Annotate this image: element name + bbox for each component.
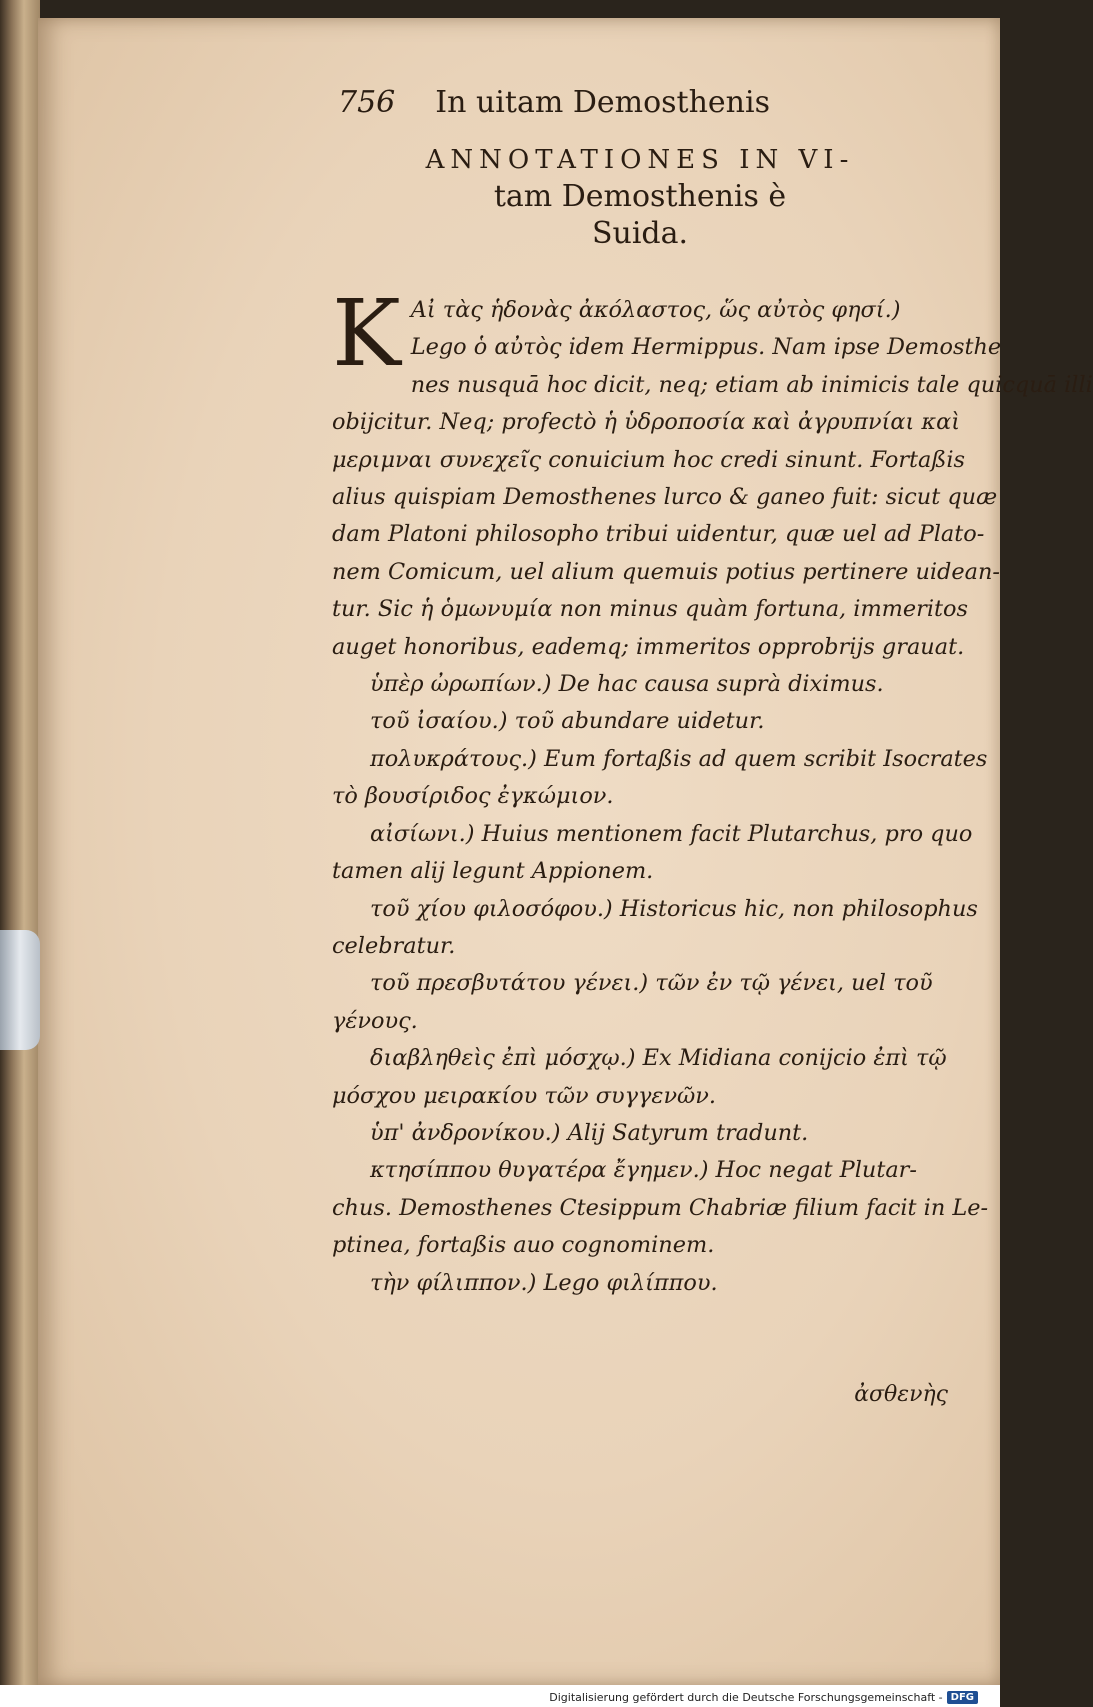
text-line: πολυκράτους.) Eum fortaßis ad quem scribit Isocrates bbox=[370, 745, 988, 772]
paragraph-11 bbox=[332, 1265, 960, 1302]
text-line: διαβληθεὶς ἐπὶ μόσχῳ.) Ex Midiana conijcio ἐπὶ τῷ bbox=[370, 1045, 947, 1072]
text-line: γένους. bbox=[332, 1007, 418, 1034]
page-header bbox=[338, 85, 958, 120]
text-line: τὴν φίλιππον.) Lego φιλίππου. bbox=[370, 1269, 718, 1296]
text-line: ὑπὲρ ὠρωπίων.) De hac causa suprà diximus. bbox=[370, 671, 884, 698]
text-line: chus. Demosthenes Ctesippum Chabriæ filium facit in Le- bbox=[332, 1194, 989, 1221]
drop-cap-initial: K bbox=[332, 280, 401, 387]
paragraph-1 bbox=[332, 280, 1093, 666]
text-line: ὑπ' ἀνδρονίκου.) Alij Satyrum tradunt. bbox=[370, 1119, 809, 1146]
paragraph-5 bbox=[332, 816, 973, 891]
paragraph-6 bbox=[332, 891, 978, 966]
text-line: alius quispiam Demosthenes lurco & ganeo fuit: sicut quæ bbox=[332, 484, 998, 511]
running-title: In uitam Demosthenis bbox=[435, 85, 770, 120]
paragraph-7 bbox=[332, 965, 960, 1040]
text-line: Αἰ τὰς ἡδονὰς ἀκόλαστος, ὥς αὐτὸς φησί.) bbox=[410, 297, 901, 323]
text-line: μεριμναι συνεχεῖς conuicium hoc credi sinunt. Fortaßis bbox=[332, 446, 965, 473]
credit-text: Digitalisierung gefördert durch die Deutsche Forschungsgemeinschaft - bbox=[549, 1691, 943, 1704]
text-line: κτησίππου θυγατέρα ἔγημεν.) Hoc negat Plutar- bbox=[370, 1157, 917, 1184]
title-line-3: Suida. bbox=[591, 216, 689, 251]
footer-strip bbox=[0, 1685, 1000, 1707]
text-line: obijcitur. Neq; profectò ἡ ὑδροποσία καὶ ἀγρυπνίαι καὶ bbox=[332, 409, 960, 436]
text-line: nes nusquā hoc dicit, neq; etiam ab inimicis tale quicquā illi bbox=[410, 371, 1093, 398]
annotation-text bbox=[332, 280, 1093, 1302]
text-line: tamen alij legunt Appionem. bbox=[332, 858, 654, 885]
title-line-1: ANNOTATIONES IN VI- bbox=[425, 145, 855, 175]
dfg-logo[interactable]: DFG bbox=[947, 1691, 978, 1704]
text-line: τοῦ πρεσβυτάτου γένει.) τῶν ἐν τῷ γένει, uel τοῦ bbox=[370, 970, 933, 997]
text-line: ptinea, fortaßis auo cognominem. bbox=[332, 1232, 715, 1259]
catchword: ἀσθενὴς bbox=[854, 1382, 948, 1407]
text-line: dam Platoni philosopho tribui uidentur, quæ uel ad Plato- bbox=[332, 521, 985, 548]
text-line: τοῦ ἰσαίου.) τοῦ abundare uidetur. bbox=[370, 708, 765, 735]
page-number: 756 bbox=[338, 85, 396, 120]
text-line: nem Comicum, uel alium quemuis potius pertinere uidean- bbox=[332, 558, 1000, 585]
text-line: μόσχου μειρακίου τῶν συγγενῶν. bbox=[332, 1082, 717, 1109]
section-title bbox=[330, 145, 950, 251]
text-line: τοῦ χίου φιλοσόφου.) Historicus hic, non philosophus bbox=[370, 895, 978, 922]
paragraph-3 bbox=[332, 703, 960, 740]
book-edge bbox=[0, 0, 40, 1707]
page-clip bbox=[0, 930, 40, 1050]
paragraph-4 bbox=[332, 741, 988, 816]
text-line: τὸ βουσίριδος ἐγκώμιον. bbox=[332, 783, 614, 810]
text-line: auget honoribus, eademq; immeritos opprobrijs grauat. bbox=[332, 633, 965, 660]
paragraph-8 bbox=[332, 1040, 960, 1115]
paragraph-10 bbox=[332, 1152, 989, 1264]
funding-credit bbox=[549, 1691, 978, 1704]
text-line: Lego ὁ αὐτὸς idem Hermippus. Nam ipse Demosthe bbox=[410, 334, 1002, 361]
paragraph-9 bbox=[332, 1115, 960, 1152]
title-line-2: tam Demosthenis è bbox=[493, 179, 787, 214]
text-line: celebratur. bbox=[332, 932, 456, 959]
text-line: tur. Sic ἡ ὁμωνυμία non minus quàm fortuna, immeritos bbox=[332, 596, 969, 623]
text-line: αἰσίωνι.) Huius mentionem facit Plutarchus, pro quo bbox=[370, 820, 973, 847]
paragraph-2 bbox=[332, 666, 960, 703]
